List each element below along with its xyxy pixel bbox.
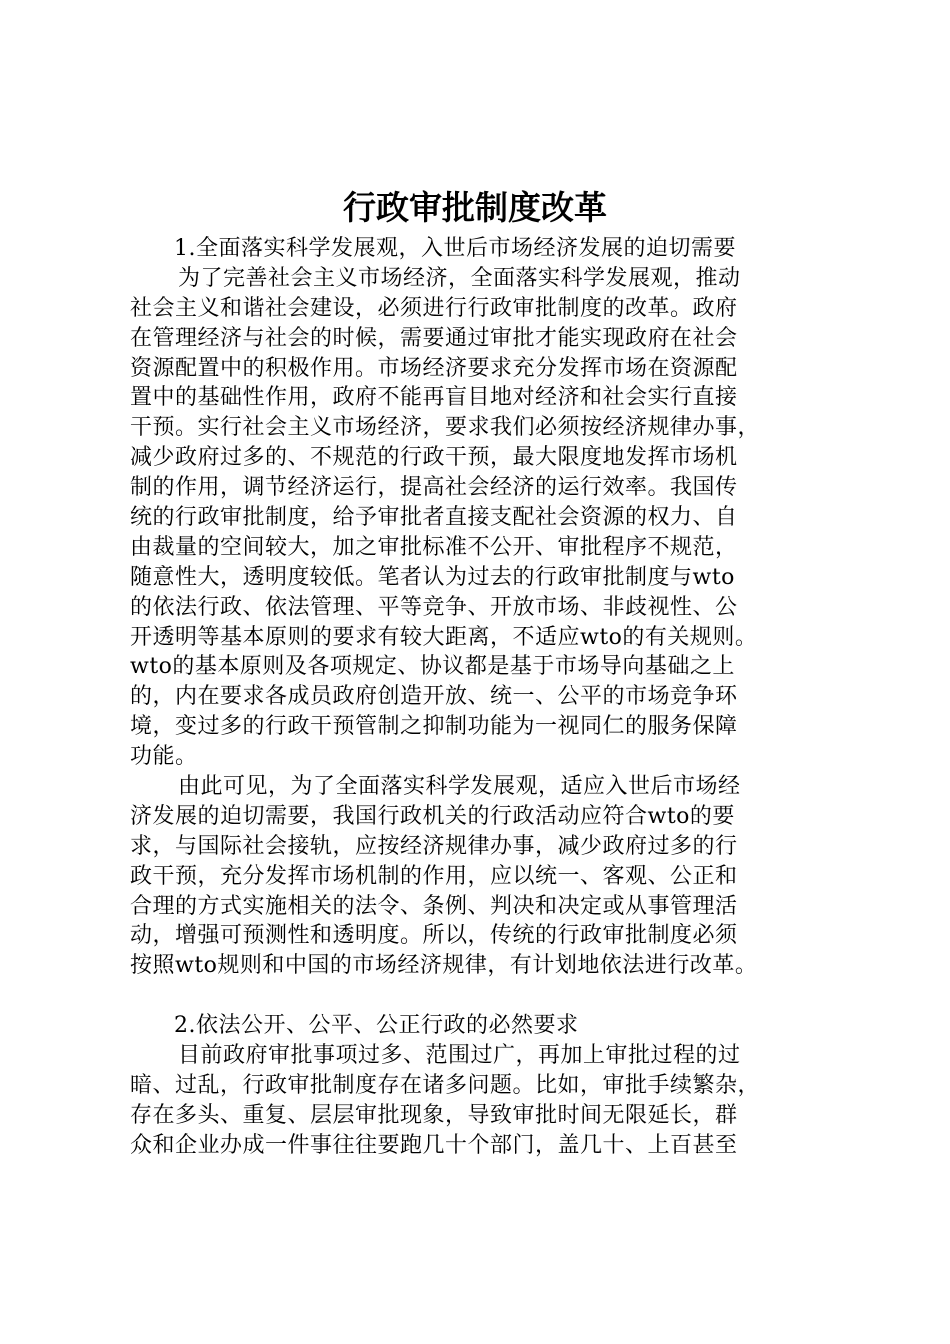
text-line: 目前政府审批事项过多、范围过广，再加上审批过程的过 — [178, 1043, 741, 1069]
text-line: 资源配置中的积极作用。市场经济要求充分发挥市场在资源配 — [130, 355, 738, 381]
text-line: 动，增强可预测性和透明度。所以，传统的行政审批制度必须 — [130, 923, 738, 949]
text-line: 为了完善社会主义市场经济，全面落实科学发展观，推动 — [178, 265, 741, 291]
text-line: 合理的方式实施相关的法令、条例、判决和决定或从事管理活 — [130, 893, 738, 919]
text-line: 减少政府过多的、不规范的行政干预，最大限度地发挥市场机 — [130, 445, 738, 471]
text-line: 制的作用，调节经济运行，提高社会经济的运行效率。我国传 — [130, 475, 738, 501]
text-line: 在管理经济与社会的时候，需要通过审批才能实现政府在社会 — [130, 325, 738, 351]
document-title: 行政审批制度改革 — [343, 188, 607, 227]
text-line: 境，变过多的行政干预管制之抑制功能为一视同仁的服务保障 — [130, 714, 738, 740]
text-line: 存在多头、重复、层层审批现象，导致审批时间无限延长，群 — [130, 1102, 738, 1128]
section-heading: 1.全面落实科学发展观，入世后市场经济发展的迫切需要 — [174, 236, 736, 261]
text-line: 开透明等基本原则的要求有较大距离，不适应wto的有关规则。 — [130, 624, 758, 650]
text-line: 统的行政审批制度，给予审批者直接支配社会资源的权力、自 — [130, 505, 738, 531]
text-line: 政干预，充分发挥市场机制的作用，应以统一、客观、公正和 — [130, 863, 738, 889]
text-line: 功能。 — [130, 744, 198, 770]
text-line: 的依法行政、依法管理、平等竞争、开放市场、非歧视性、公 — [130, 594, 738, 620]
text-line: 随意性大，透明度较低。笔者认为过去的行政审批制度与wto — [130, 564, 735, 590]
text-line: 社会主义和谐社会建设，必须进行行政审批制度的改革。政府 — [130, 295, 738, 321]
text-line: 求，与国际社会接轨，应按经济规律办事，减少政府过多的行 — [130, 833, 738, 859]
text-line: wto的基本原则及各项规定、协议都是基于市场导向基础之上 — [130, 654, 735, 680]
text-line: 置中的基础性作用，政府不能再盲目地对经济和社会实行直接 — [130, 385, 738, 411]
text-line: 按照wto规则和中国的市场经济规律，有计划地依法进行改革。 — [130, 953, 758, 979]
text-line: 众和企业办成一件事往往要跑几十个部门，盖几十、上百甚至 — [130, 1132, 738, 1158]
text-line: 干预。实行社会主义市场经济，要求我们必须按经济规律办事， — [130, 415, 761, 441]
section-heading: 2.依法公开、公平、公正行政的必然要求 — [174, 1013, 579, 1039]
text-line: 济发展的迫切需要，我国行政机关的行政活动应符合wto的要 — [130, 803, 735, 829]
document-body — [130, 234, 850, 1161]
text-line: 的，内在要求各成员政府创造开放、统一、公平的市场竞争环 — [130, 684, 738, 710]
blank-line — [130, 981, 850, 1011]
text-line: 由裁量的空间较大，加之审批标准不公开、审批程序不规范， — [130, 534, 738, 560]
text-line: 暗、过乱，行政审批制度存在诸多问题。比如，审批手续繁杂， — [130, 1072, 761, 1098]
text-line: 由此可见，为了全面落实科学发展观，适应入世后市场经 — [178, 774, 741, 800]
